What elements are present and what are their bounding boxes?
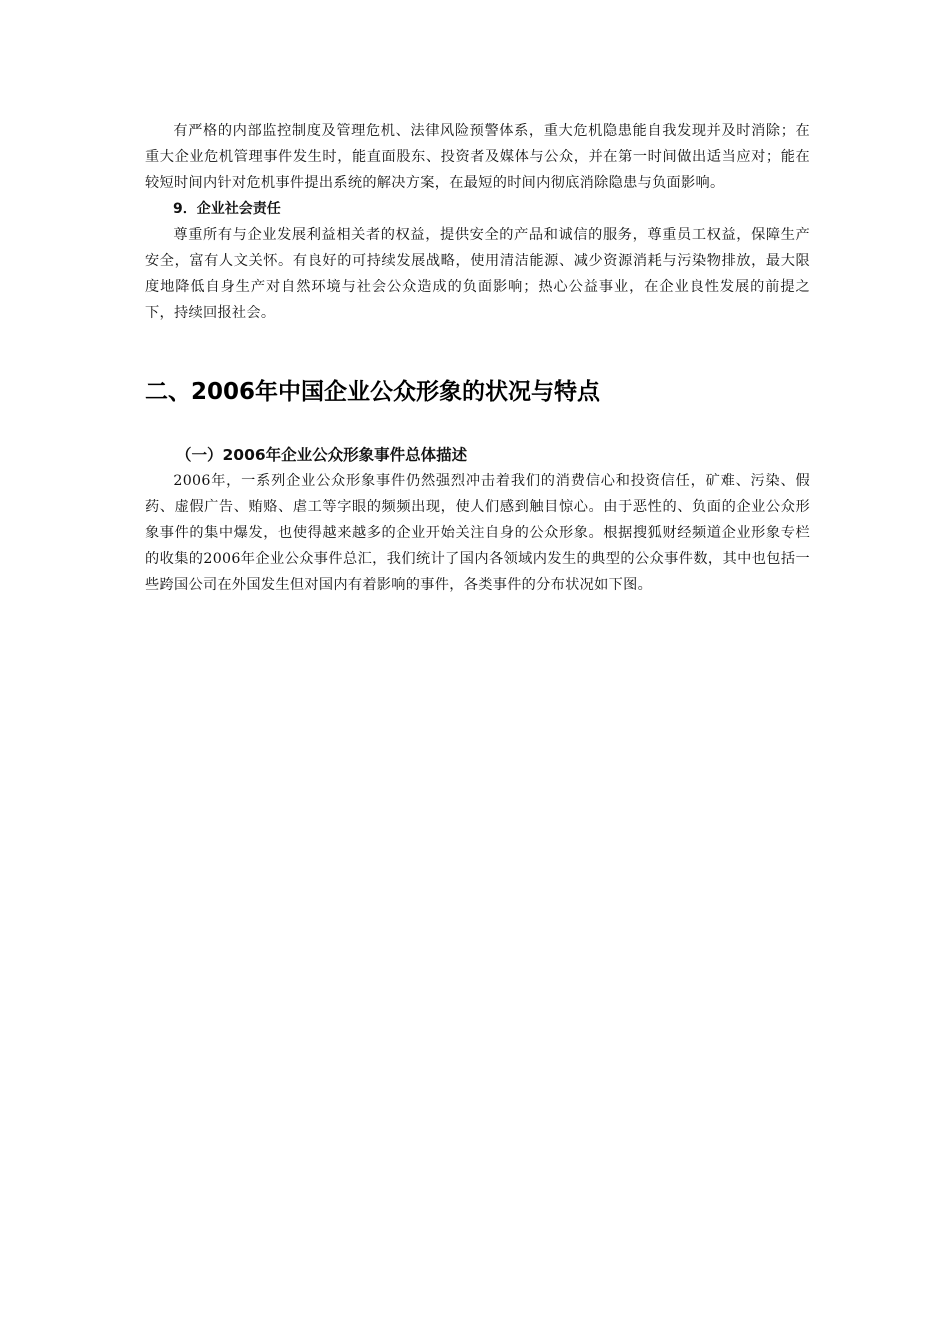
paragraph-2006-overview: 2006年，一系列企业公众形象事件仍然强烈冲击着我们的消费信心和投资信任，矿难、污染、假药、虚假广告、贿赂、虐工等字眼的频频出现，使人们感到触目惊心。由于恶性的、负面的企业公众形象事件的集中爆发，也使得越来越多的企业开始关注自身的公众形象。根据搜狐财经频道企业形象专栏的收集的2006年企业公众事件总汇，我们统计了国内各领域内发生的典型的公众事件数，其中也包括一些跨国公司在外国发生但对国内有着影响的事件，各类事件的分布状况如下图。 <box>145 473 810 593</box>
paragraph-crisis-management: 有严格的内部监控制度及管理危机、法律风险预警体系，重大危机隐患能自我发现并及时消除；在重大企业危机管理事件发生时，能直面股东、投资者及媒体与公众，并在第一时间做出适当应对；能在较短时间内针对危机事件提出系统的解决方案，在最短的时间内彻底消除隐患与负面影响。 <box>145 123 810 191</box>
section-heading: 二、2006年中国企业公众形象的状况与特点 <box>145 379 601 405</box>
sub-heading: （一）2006年企业公众形象事件总体描述 <box>176 446 468 464</box>
document-page <box>145 118 810 598</box>
item-heading-social-responsibility: 9．企业社会责任 <box>173 201 281 217</box>
paragraph-social-responsibility: 尊重所有与企业发展利益相关者的权益，提供安全的产品和诚信的服务，尊重员工权益，保障生产安全，富有人文关怀。有良好的可持续发展战略，使用清洁能源、减少资源消耗与污染物排放，最大限度地降低自身生产对自然环境与社会公众造成的负面影响；热心公益事业，在企业良性发展的前提之下，持续回报社会。 <box>145 227 810 321</box>
